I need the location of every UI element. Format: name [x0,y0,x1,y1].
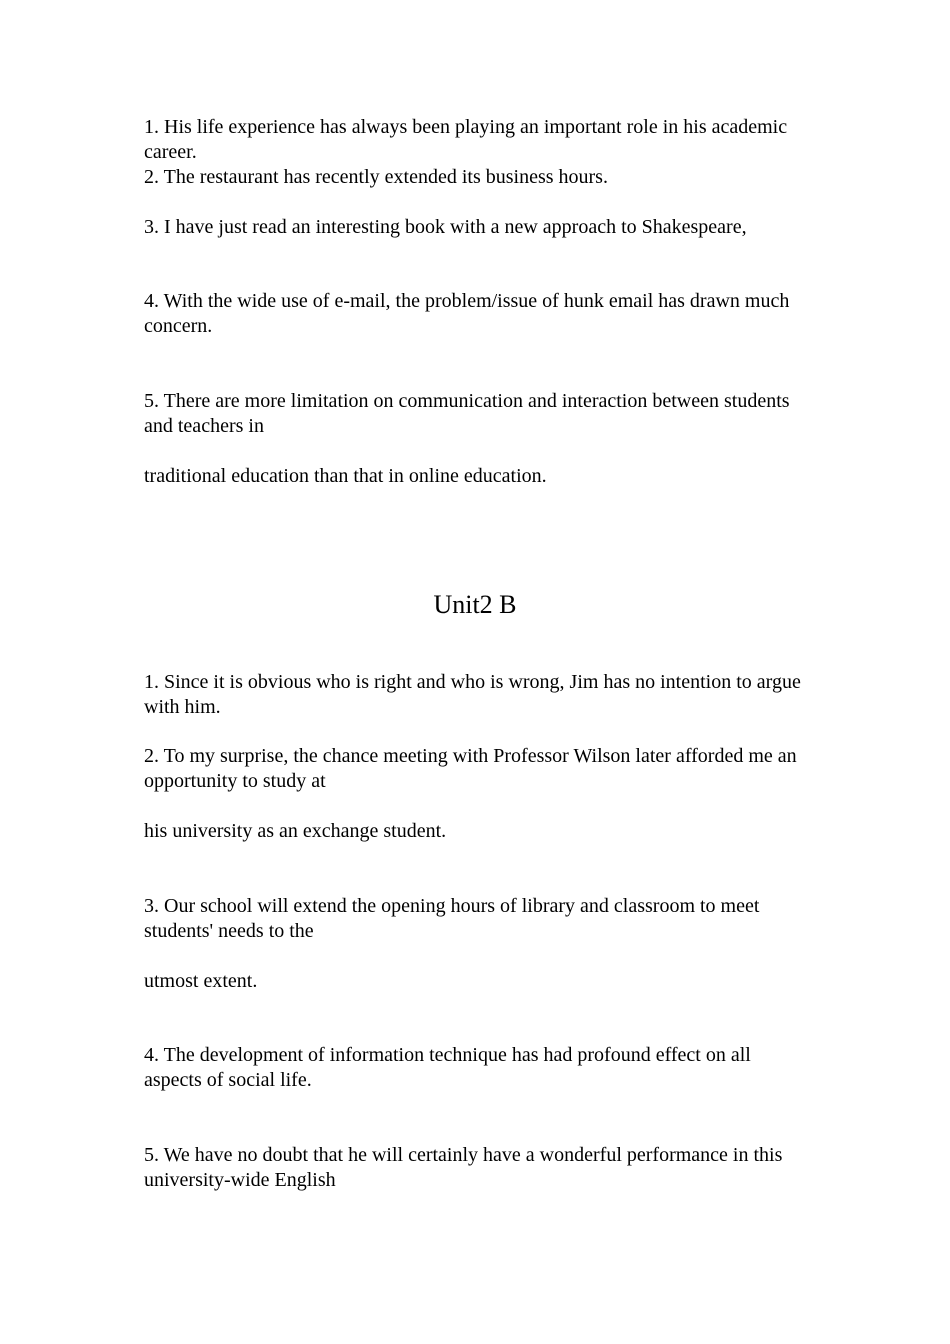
unit2-item-3-line-1: 3. Our school will extend the opening hours of library and classroom to meet students' needs to the [144,895,760,942]
unit1-item-1: 1. His life experience has always been playing an important role in his academic career. [144,116,788,163]
unit2-item-1: 1. Since it is obvious who is right and who is wrong, Jim has no intention to argue with him. [144,671,801,718]
unit1-item-5-line-2: traditional education than that in online education. [144,465,547,487]
unit2-item-2-line-2: his university as an exchange student. [144,820,447,842]
unit1-item-4: 4. With the wide use of e-mail, the problem/issue of hunk email has drawn much concern. [144,290,790,337]
unit2-item-4: 4. The development of information technique has had profound effect on all aspects of social life. [144,1044,751,1091]
section-heading: Unit2 B [433,590,517,619]
unit1-item-2: 2. The restaurant has recently extended its business hours. [144,166,608,188]
unit2-item-2-line-1: 2. To my surprise, the chance meeting with Professor Wilson later afforded me an opportunity to study at [144,745,797,792]
unit2-item-3-line-2: utmost extent. [144,970,258,992]
unit1-item-5-line-1: 5. There are more limitation on communication and interaction between students and teachers in [144,390,790,437]
unit2-item-5-line-1: 5. We have no doubt that he will certainly have a wonderful performance in this university-wide English [144,1144,783,1191]
unit1-item-3: 3. I have just read an interesting book with a new approach to Shakespeare, [144,216,747,238]
